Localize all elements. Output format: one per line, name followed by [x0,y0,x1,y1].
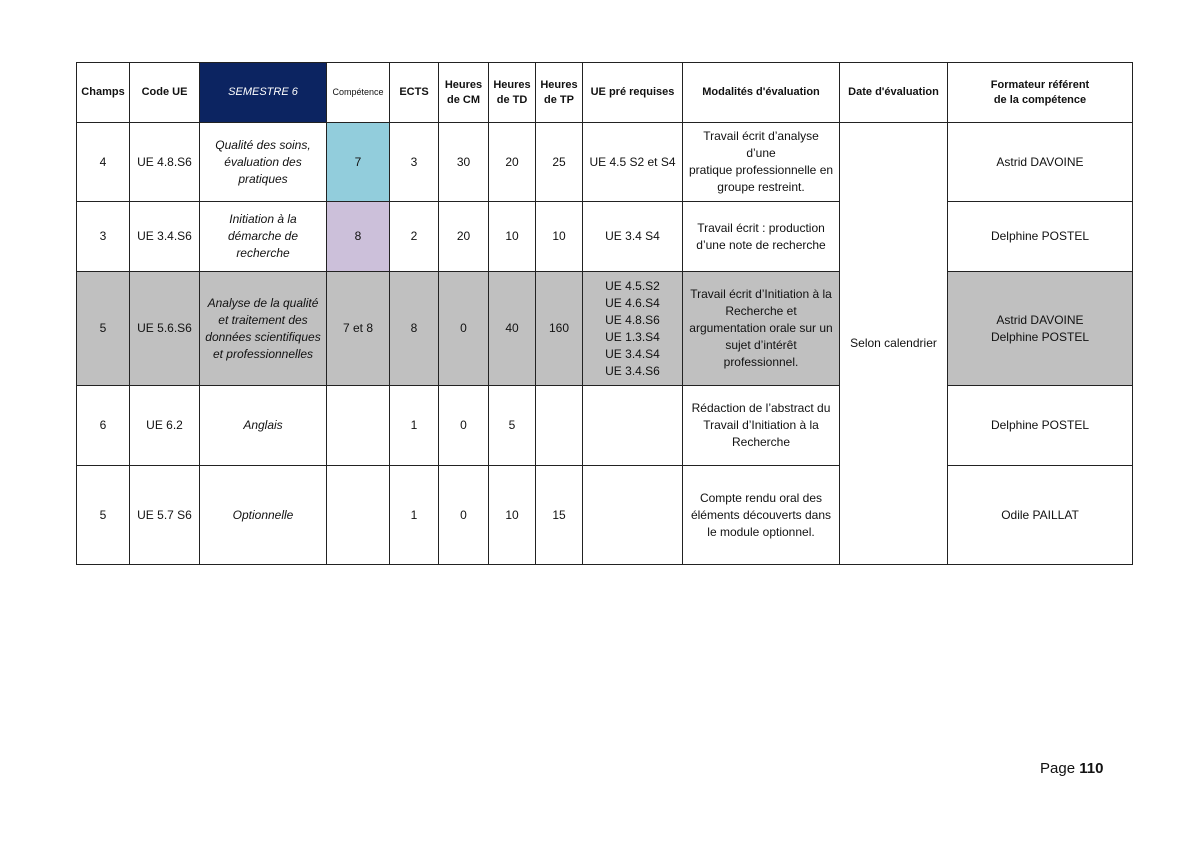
tp-cell: 160 [536,272,583,386]
formateur-cell: Delphine POSTEL [948,202,1133,272]
header-code-ue: Code UE [130,63,200,123]
modalites-cell: Travail écrit : production d’une note de recherche [683,202,840,272]
code-ue-cell: UE 5.7 S6 [130,466,200,565]
header-heures-cm: Heures de CM [439,63,489,123]
page-number [1040,760,1103,778]
code-ue-cell: UE 6.2 [130,386,200,466]
header-semestre: SEMESTRE 6 [200,63,327,123]
tp-cell: 25 [536,123,583,202]
competence-cell [327,386,390,466]
code-ue-cell: UE 3.4.S6 [130,202,200,272]
formateur-cell: Astrid DAVOINE Delphine POSTEL [948,272,1133,386]
table-row [77,386,1133,466]
modalites-cell: Travail écrit d’Initiation à la Recherche et argumentation orale sur un sujet d’intérêt professionnel. [683,272,840,386]
prereq-cell [583,466,683,565]
ects-cell: 3 [390,123,439,202]
table-row [77,123,1133,202]
header-champs: Champs [77,63,130,123]
table-row [77,202,1133,272]
header-modalites: Modalités d'évaluation [683,63,840,123]
td-cell: 10 [489,202,536,272]
modalites-cell: Travail écrit d’analyse d’une pratique professionnelle en groupe restreint. [683,123,840,202]
ue-title-cell: Initiation à la démarche de recherche [200,202,327,272]
prereq-cell: UE 4.5.S2 UE 4.6.S4 UE 4.8.S6 UE 1.3.S4 UE 3.4.S4 UE 3.4.S6 [583,272,683,386]
ue-title-cell: Qualité des soins, évaluation des pratiques [200,123,327,202]
ects-cell: 1 [390,466,439,565]
header-heures-td: Heures de TD [489,63,536,123]
champs-cell: 4 [77,123,130,202]
header-ects: ECTS [390,63,439,123]
header-formateur: Formateur référent de la compétence [948,63,1133,123]
date-evaluation-cell: Selon calendrier [840,123,948,565]
competence-cell [327,466,390,565]
prereq-cell: UE 3.4 S4 [583,202,683,272]
tp-cell: 15 [536,466,583,565]
prereq-cell [583,386,683,466]
header-date: Date d'évaluation [840,63,948,123]
semester-table [76,62,1133,565]
td-cell: 40 [489,272,536,386]
table-row [77,272,1133,386]
cm-cell: 30 [439,123,489,202]
cm-cell: 0 [439,272,489,386]
champs-cell: 3 [77,202,130,272]
modalites-cell: Rédaction de l’abstract du Travail d’Initiation à la Recherche [683,386,840,466]
modalites-cell: Compte rendu oral des éléments découverts dans le module optionnel. [683,466,840,565]
ects-cell: 1 [390,386,439,466]
ects-cell: 2 [390,202,439,272]
cm-cell: 0 [439,466,489,565]
header-heures-tp: Heures de TP [536,63,583,123]
formateur-cell: Astrid DAVOINE [948,123,1133,202]
formateur-cell: Delphine POSTEL [948,386,1133,466]
competence-cell: 7 [327,123,390,202]
ects-cell: 8 [390,272,439,386]
tp-cell: 10 [536,202,583,272]
td-cell: 10 [489,466,536,565]
cm-cell: 0 [439,386,489,466]
ue-title-cell: Analyse de la qualité et traitement des données scientifiques et professionnelles [200,272,327,386]
td-cell: 5 [489,386,536,466]
cm-cell: 20 [439,202,489,272]
code-ue-cell: UE 4.8.S6 [130,123,200,202]
code-ue-cell: UE 5.6.S6 [130,272,200,386]
prereq-cell: UE 4.5 S2 et S4 [583,123,683,202]
champs-cell: 5 [77,272,130,386]
page-label: Page [1040,760,1076,777]
tp-cell [536,386,583,466]
competence-cell: 8 [327,202,390,272]
td-cell: 20 [489,123,536,202]
champs-cell: 5 [77,466,130,565]
table-row [77,466,1133,565]
page-number-value: 110 [1079,760,1104,777]
competence-cell: 7 et 8 [327,272,390,386]
header-ue-prerequises: UE pré requises [583,63,683,123]
header-row [77,63,1133,123]
header-competence: Compétence [327,63,390,123]
ue-title-cell: Optionnelle [200,466,327,565]
champs-cell: 6 [77,386,130,466]
formateur-cell: Odile PAILLAT [948,466,1133,565]
ue-title-cell: Anglais [200,386,327,466]
